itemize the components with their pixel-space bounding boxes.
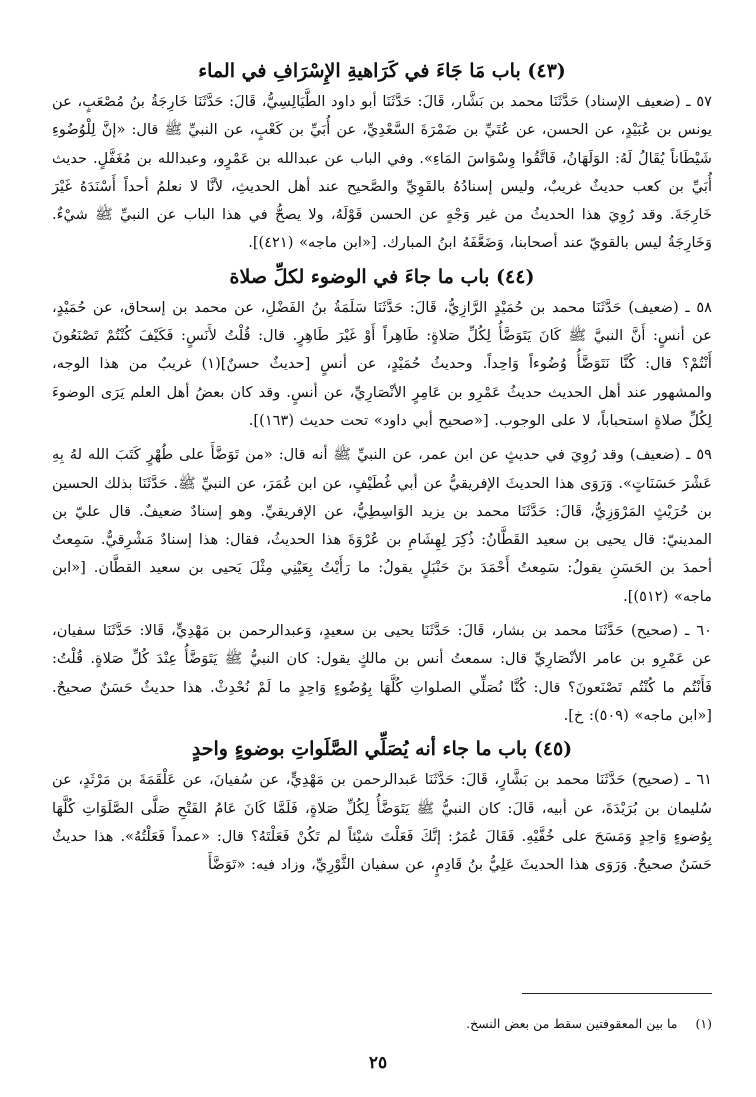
footnote-marker: (١) [695, 1016, 712, 1031]
footnote-text: ما بين المعقوفتين سقط من بعض النسخ. [466, 1016, 678, 1031]
page-body [52, 58, 712, 1097]
chapter-heading-44: (٤٤) باب ما جاءَ في الوضوء لكلِّ صلاة [229, 265, 535, 288]
footnote-divider [522, 993, 712, 994]
page-number: ٢٥ [368, 1053, 388, 1073]
hadith-61: ٦١ ـ (صحيح) حَدَّثَنَا محمد بن بَشَّارٍ، قَالَ: حَدَّثَنَا عَبدالرحمن بن مَهْدِيٍّ، عن سُفيانَ، عن عَلْقَمَةَ بن مَرْثَدٍ، عن سُليمان بن بُرَيْدَةَ، عن أبيه، قَالَ: كان النبيُّ ﷺ يَتَوَضَّأُ لِكُلِّ صَلاةٍ، فَلَمَّا كَانَ عَامُ الفَتْحِ صَلَّى الصَّلَوَاتِ كُلَّهَا بِوُضوءٍ وَاحِدٍ وَمَسَحَ على خُفَّيْهِ. فَقَالَ عُمَرُ: إنَّكَ فَعَلْتَ شيْئاً لم تَكُنْ فَعَلْتَهُ؟ قال: «عمداً فَعَلْتُهُ». هذا حديثٌ حَسَنٌ صحيحٌ. وَرَوَى هذا الحديثَ عَلِيُّ بنُ قَادِمٍ، عن سفيان الثَّوْرِيِّ، وزاد فيه: «تَوَضَّأَ [52, 771, 712, 874]
hadith-59: ٥٩ ـ (ضعيف) وقد رُوِيَ في حديثٍ عن ابن عمر، عن النبيِّ ﷺ أنه قال: «من تَوَضَّأَ على طُهْرٍ كَتَبَ الله لهُ بِهِ عَشْرَ حَسَنَاتٍ». وَرَوَى هذا الحديثَ الإفريقيُّ عن أبي غُطَيْفٍ، عن ابن عُمَرَ، عن النبيِّ ﷺ. حَدَّثَنَا بذلك الحسين بن حُرَيْثٍ المَرْوَزِيُّ، قَالَ: حَدَّثَنَا محمد بن يزيد الوَاسِطِيُّ، عن الإفريقيِّ. وهو إسنادٌ ضعيفٌ. قال عليّ بن المدينيّ: قال يحيى بن سعيد القَطَّانُ: ذُكِرَ لِهِشَامِ بن عُرْوَةَ هذا الحديثُ، فقال: هذا إسنادٌ مَشْرِقيٌّ. سَمِعتُ أحمدَ بن الحَسَنِ يقولُ: سَمِعتُ أَحْمَدَ بنَ حَنْبَلٍ يقولُ: ما رَأَيْتُ بِعَيْنِي مِثْلَ يَحيى بن سعيد القطَّان. [«ابن ماجه» (٥١٢)]. [52, 446, 712, 605]
hadith-57: ٥٧ ـ (ضعيف الإسناد) حَدَّثَنَا محمد بن بَشَّار، قَالَ: حَدَّثَنَا أبو داود الطَّيَالِسِيُّ، قَالَ: حَدَّثَنَا خَارِجَةُ بنُ مُصْعَبٍ، عن يونس بن عُبَيْدٍ، عن الحسن، عن عُتَيِّ بن ضَمْرَةَ السَّعْدِيِّ، عن أُبَيِّ بن كَعْبٍ، عن النبيِّ ﷺ قال: «إنَّ لِلْوُضُوءِ شَيْطَاناً يُقَالُ لَهُ: الوَلَهَانُ، فَاتَّقُوا وِسْوَاسَ المَاءِ». وفي الباب عن عبدالله بن عَمْرٍو، وعبدالله بن مُغَفَّلٍ. حديث أُبَيِّ بن كعب حديثٌ غريبٌ، وليس إسنادُهُ بالقَوِيِّ والصَّحيح عند أهل الحديثِ، لأنَّا لا نعلمُ أحداً أَسْنَدَهُ غَيْرَ خَارِجَةَ. وقد رُوِيَ هذا الحديثُ من غير وَجْهٍ عن الحسن قَوْلَهُ، ولا يصحُّ في هذا الباب عن النبيِّ ﷺ شيْءٌ. وَخَارِجَةُ ليس بالقويّ عند أصحابنا، وَضَعَّفَهُ ابنُ المبارك. [«ابن ماجه» (٤٢١)]. [52, 93, 712, 252]
hadith-60: ٦٠ ـ (صحيح) حَدَّثَنَا محمد بن بشار، قَالَ: حَدَّثَنَا يحيى بن سعيدٍ، وَعبدالرحمن بن مَهْدِيٍّ، قَالا: حَدَّثَنَا سفيان، عن عَمْرِو بن عامر الأنْصَارِيِّ قال: سمعتُ أنس بن مالكٍ يقول: كان النبيُّ ﷺ يَتَوَضَّأُ عِنْدَ كُلِّ صَلاةٍ. قُلْتُ: فَأَنْتُم ما كُنْتُم تَصْنَعونَ؟ قال: كُنَّا نُصَلِّي الصلواتِ كُلَّهَا بِوُضُوءٍ وَاحِدٍ ما لَمْ نُحْدِثْ. هذا حديثٌ حَسَنٌ صحيحٌ. [«ابن ماجه» (٥٠٩): خ]. [52, 622, 712, 724]
chapter-heading-43: (٤٣) باب مَا جَاءَ في كَرَاهيةِ الإِسْرَافِ في الماء [198, 60, 566, 82]
hadith-58: ٥٨ ـ (ضعيف) حَدَّثَنَا محمد بن حُمَيْدٍ الرَّازِيُّ، قَالَ: حَدَّثَنَا سَلَمَةُ بنُ الفَضْلِ، عن محمد بن إسحاق، عن حُمَيْدٍ، عن أنسٍ: أَنَّ النبيَّ ﷺ كَانَ يَتَوَضَّأُ لِكُلِّ صَلاةٍ: طَاهِراً أَوْ غَيْرَ طَاهِرٍ. قال: قُلْتُ لأَنَسٍ: فَكَيْفَ كُنْتُمْ تَصْنَعُونَ أَنْتُمْ؟ قال: كُنَّا نَتَوَضَّأُ وُضُوءاً وَاحِداً. وحديثُ حُمَيْدٍ، عن أنسٍ [حديثٌ حسنٌ](١) غريبٌ من هذا الوجه، والمشهور عند أهل الحديث حديثُ عَمْرِو بن عَامِرٍ الأنْصَارِيِّ، عن أنسٍ. وقد كان بعضُ أهل العلم يَرَى الوضوءَ لِكُلِّ صلاةٍ استحباباً، لا على الوجوب. [«صحيح أبي داود» تحت حديث (١٦٣)]. [52, 298, 712, 429]
chapter-heading-45: (٤٥) باب ما جاء أنه يُصَلِّي الصَّلَواتِ بوضوءٍ واحدٍ [191, 738, 573, 761]
footnote [60, 1015, 712, 1033]
